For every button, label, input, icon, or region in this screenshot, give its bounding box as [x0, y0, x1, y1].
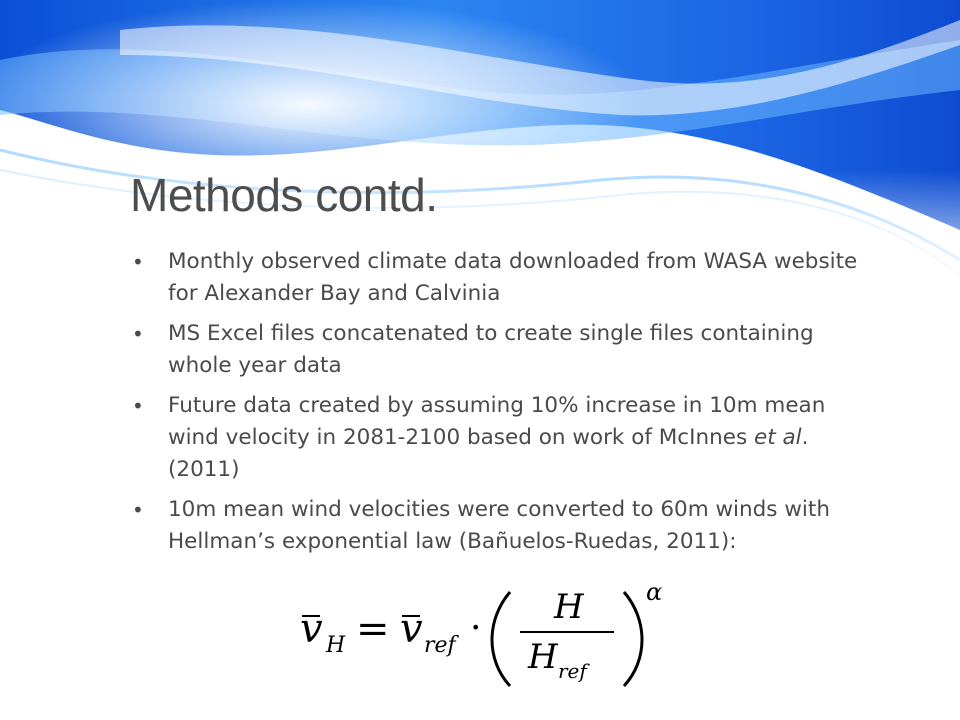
bullet-item [130, 246, 860, 310]
multiply-dot: · [470, 608, 482, 649]
right-paren [624, 592, 642, 686]
bullet-text: 10m mean wind velocities were converted to 60m winds with Hellman’s exponential law (Bañuelos-Ruedas, 2011): [168, 497, 830, 554]
bullet-item [130, 318, 860, 382]
left-paren [492, 592, 510, 686]
denominator-subscript: ref [558, 659, 587, 683]
bullet-text: MS Excel files concatenated to create single files containing whole year data [168, 321, 814, 378]
lhs-subscript: H [326, 633, 346, 658]
bullet-text: Monthly observed climate data downloaded from WASA website for Alexander Bay and Calvinia [168, 249, 858, 306]
bullet-marker: • [132, 498, 144, 522]
bullet-marker: • [132, 322, 144, 346]
fraction-denominator: H [528, 637, 558, 677]
hellman-formula [290, 580, 690, 690]
fraction-numerator: H [554, 587, 584, 627]
bullet-list [130, 246, 860, 566]
bullet-item [130, 390, 860, 486]
bullet-text-part: Future data created by assuming 10% increase in 10m mean wind velocity in 2081-2100 based on work of McInnes [168, 393, 826, 450]
bullet-text [168, 393, 825, 482]
bullet-text-part: . (2011) [168, 425, 809, 482]
lhs-variable: v [300, 606, 323, 652]
ref-variable: v [400, 606, 423, 652]
bullet-marker: • [132, 394, 144, 418]
ref-subscript: ref [424, 633, 456, 658]
equals-sign: = [356, 606, 390, 652]
citation-italic: et al [753, 425, 802, 450]
exponent-alpha: α [646, 580, 663, 606]
bullet-marker: • [132, 250, 144, 274]
slide-title: Methods contd. [130, 169, 438, 221]
bullet-item [130, 494, 860, 558]
